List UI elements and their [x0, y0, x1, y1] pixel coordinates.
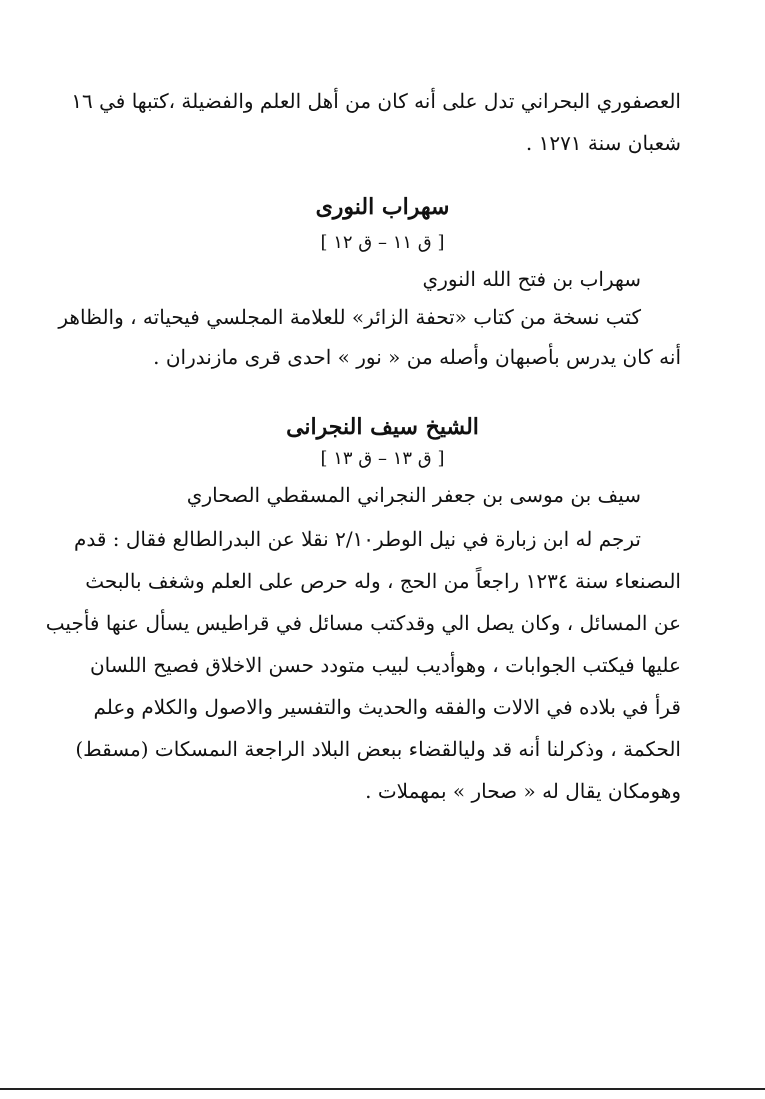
- entry-name-line: سيف بن موسى بن جعفر النجراني المسقطي الصحاري: [186, 483, 641, 507]
- text-line: قرأ في بلاده في الالات والفقه والحديث والتفسير والاصول والكلام وعلم: [93, 695, 681, 719]
- text-line: شعبان سنة ١٢٧١ .: [525, 131, 681, 155]
- text-line: أنه كان يدرس بأصبهان وأصله من « نور » احدى قرى مازندران .: [153, 345, 681, 369]
- text-line: عليها فيكتب الجوابات ، وهوأديب لبيب متودد حسن الاخلاق فصيح اللسان: [89, 653, 681, 677]
- entry-heading: سهراب النورى: [315, 194, 450, 220]
- entry-heading: الشيخ سيف النجرانى: [286, 414, 479, 440]
- text-line: كتب نسخة من كتاب «تحفة الزائر» للعلامة المجلسي فيحياته ، والظاهر: [58, 305, 641, 329]
- page-bottom-rule: [0, 1088, 765, 1090]
- text-line: الىصنعاء سنة ١٢٣٤ راجعاً من الحج ، وله حرص على العلم وشغف بالبحث: [85, 569, 681, 593]
- text-line: عن المسائل ، وكان يصل الي وقدكتب مسائل في قراطيس يسأل عنها فأجيب: [45, 611, 681, 635]
- entry-dates: [ ق ١٣ – ق ١٣ ]: [320, 448, 445, 469]
- text-line: وهومكان يقال له « صحار » بمهملات .: [365, 779, 681, 803]
- entry-name-line: سهراب بن فتح الله النوري: [422, 267, 641, 291]
- text-line: ترجم له ابن زبارة في نيل الوطر٢/١٠ نقلا عن البدرالطالع فقال : قدم: [73, 527, 641, 551]
- text-line: العصفوري البحراني تدل على أنه كان من أهل العلم والفضيلة ،كتبها في ١٦: [71, 89, 681, 113]
- entry-dates: [ ق ١١ – ق ١٢ ]: [320, 232, 445, 253]
- text-line: الحكمة ، وذكرلنا أنه قد وليالقضاء ببعض البلاد الراجعة الىمسكات (مسقط): [75, 737, 681, 761]
